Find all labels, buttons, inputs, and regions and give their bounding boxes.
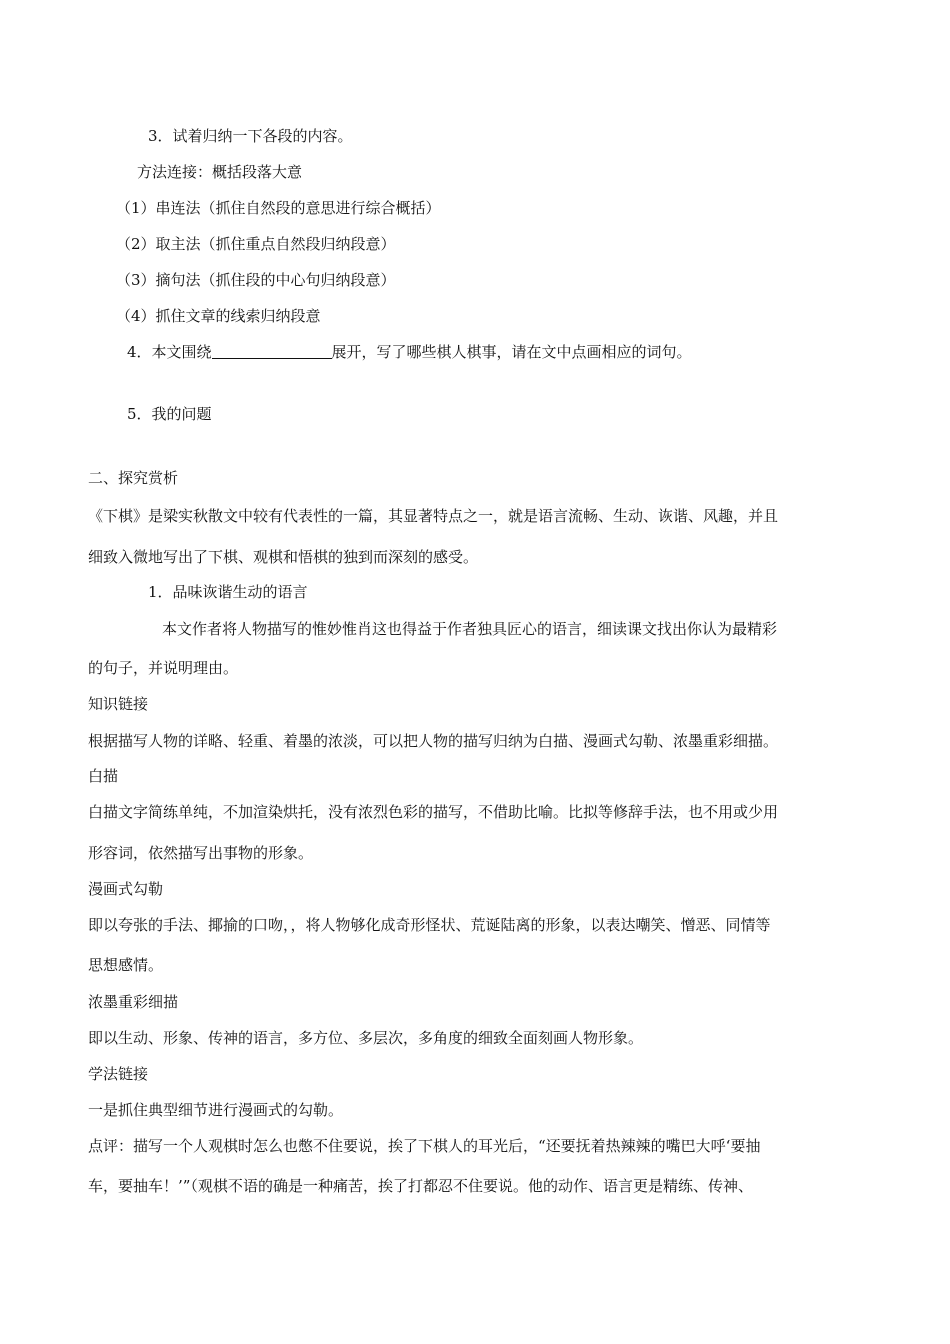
question-5: 5．我的问题: [127, 405, 212, 423]
baimiao-line-1: 白描文字简练单纯，不加渲染烘托，没有浓烈色彩的描写，不借助比喻。比拟等修辞手法，也不用或少用: [88, 803, 779, 821]
question-4: [127, 342, 692, 362]
method-heading: 方法连接：概括段落大意: [137, 163, 303, 181]
knowledge-heading: 知识链接: [88, 695, 149, 713]
comment-line-2: 车，要抽车！’”（观棋不语的确是一种痛苦，挨了打都忍不住要说。他的动作、语言更是精练、传神、: [88, 1177, 753, 1195]
nongmo-heading: 浓墨重彩细描: [88, 993, 179, 1011]
method-item-1: （1）串连法（抓住自然段的意思进行综合概括）: [116, 199, 441, 217]
nongmo-text: 即以生动、形象、传神的语言，多方位、多层次，多角度的细致全面刻画人物形象。: [88, 1029, 644, 1047]
question-4-suffix: 展开，写了哪些棋人棋事，请在文中点画相应的词句。: [331, 343, 692, 361]
question-4-prefix: 4．本文围绕: [127, 343, 212, 361]
manhua-line-2: 思想感情。: [88, 956, 164, 974]
comment-line-1: 点评：描写一个人观棋时怎么也憋不住要说，挨了下棋人的耳光后，“还要抚着热辣辣的嘴巴大呼‘要抽: [88, 1137, 761, 1155]
baimiao-heading: 白描: [88, 767, 119, 785]
manhua-heading: 漫画式勾勒: [88, 880, 164, 898]
fill-in-blank[interactable]: [212, 342, 332, 359]
section-heading: 二、探究赏析: [88, 469, 179, 487]
item-1-line-2: 的句子，并说明理由。: [88, 659, 239, 677]
intro-line-1: 《下棋》是梁实秋散文中较有代表性的一篇，其显著特点之一，就是语言流畅、生动、诙谐、风趣，并且: [88, 507, 779, 525]
manhua-line-1: 即以夸张的手法、揶揄的口吻，，将人物够化成奇形怪状、荒诞陆离的形象，以表达嘲笑、憎恶、同情等: [88, 916, 771, 934]
method-item-4: （4）抓住文章的线索归纳段意: [116, 307, 321, 325]
item-1-line-1: 本文作者将人物描写的惟妙惟肖这也得益于作者独具匠心的语言，细读课文找出你认为最精彩: [162, 620, 778, 638]
intro-line-2: 细致入微地写出了下棋、观棋和悟棋的独到而深刻的感受。: [88, 548, 479, 566]
method-link-heading: 学法链接: [88, 1065, 149, 1083]
method-item-3: （3）摘句法（抓住段的中心句归纳段意）: [116, 271, 396, 289]
method-item-2: （2）取主法（抓住重点自然段归纳段意）: [116, 235, 396, 253]
baimiao-line-2: 形容词，依然描写出事物的形象。: [88, 844, 314, 862]
knowledge-text: 根据描写人物的详略、轻重、着墨的浓淡，可以把人物的描写归纳为白描、漫画式勾勒、浓墨重彩细描。: [88, 732, 779, 750]
item-1-title: 1．品味诙谐生动的语言: [148, 583, 308, 601]
method-link-text: 一是抓住典型细节进行漫画式的勾勒。: [88, 1101, 344, 1119]
question-3: 3．试着归纳一下各段的内容。: [148, 127, 353, 145]
